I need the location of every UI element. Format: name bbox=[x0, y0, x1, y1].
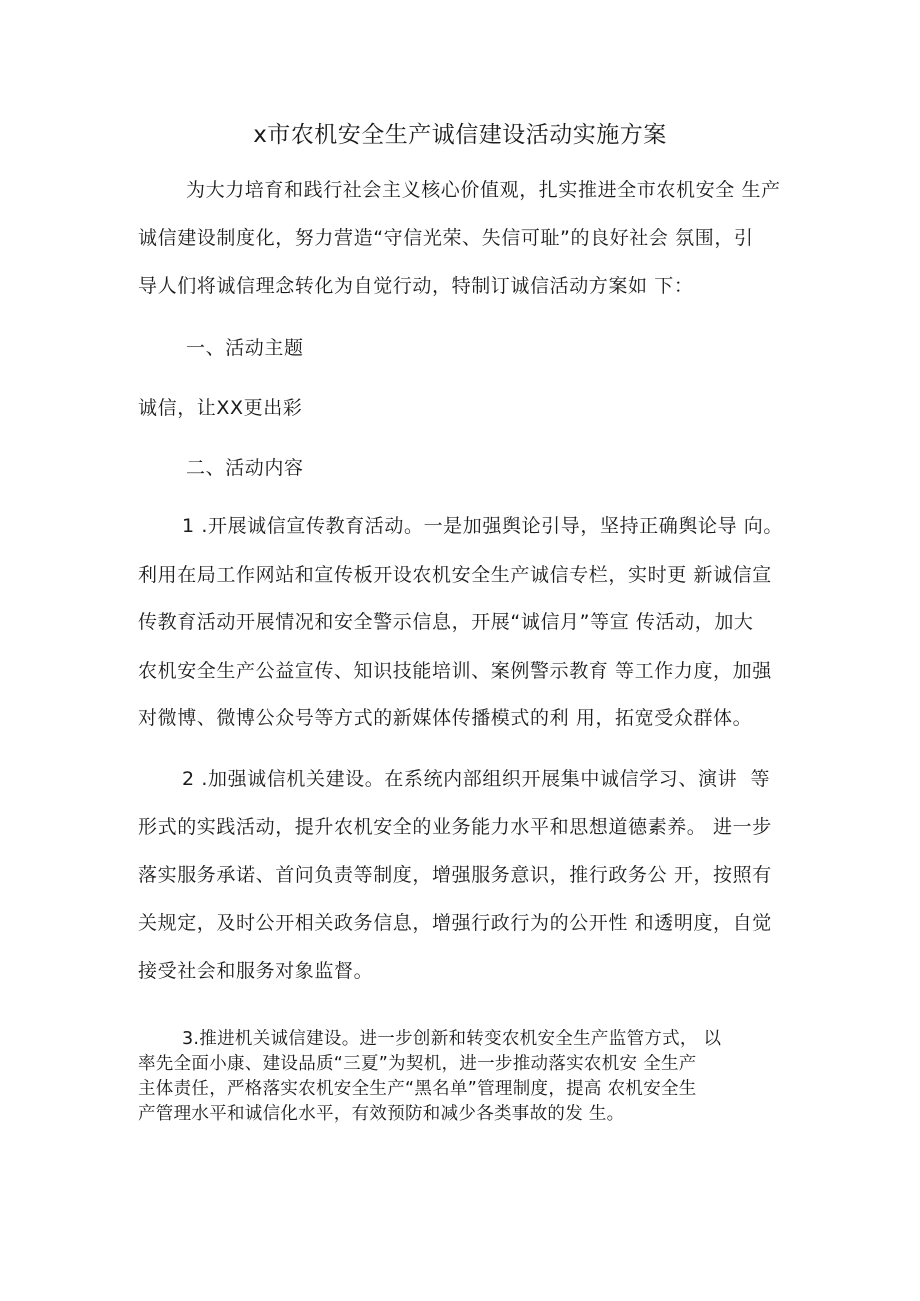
section-heading-theme: 一、活动主题 bbox=[186, 337, 304, 359]
item1-line: 农机安全生产公益宣传、知识技能培训、案例警示教育 等工作力度，加强 bbox=[138, 660, 772, 682]
item3-line: 产管理水平和诚信化水平，有效预防和减少各类事故的发 生。 bbox=[138, 1104, 625, 1124]
item2-line: 关规定，及时公开相关政务信息，增强行政行为的公开性 和透明度，自觉 bbox=[138, 912, 772, 934]
item2-line: 形式的实践活动，提升农机安全的业务能力水平和思想道德素养。 进一步 bbox=[138, 816, 772, 838]
item3-line: 率先全面小康、建设品质“三夏”为契机，进一步推动落实农机安 全生产 bbox=[138, 1054, 697, 1074]
intro-line: 诚信建设制度化，努力营造“守信光荣、失信可耻”的良好社会 氛围，引 bbox=[138, 227, 754, 249]
item3-line: 主体责任，严格落实农机安全生产“黑名单”管理制度，提高 农机安全生 bbox=[138, 1079, 697, 1099]
intro-line: 为大力培育和践行社会主义核心价值观，扎实推进全市农机安全 生产 bbox=[186, 179, 781, 201]
item1-line: 对微博、微博公众号等方式的新媒体传播模式的利 用，拓宽受众群体。 bbox=[138, 707, 753, 729]
intro-line: 导人们将诚信理念转化为自觉行动，特制订诚信活动方案如 下： bbox=[138, 275, 694, 297]
section-heading-content: 二、活动内容 bbox=[186, 457, 304, 479]
item2-line: 落实服务承诺、首问负责等制度，增强服务意识，推行政务公 开，按照有 bbox=[138, 864, 772, 886]
item3-line: 3.推进机关诚信建设。进一步创新和转变农机安全生产监管方式， 以 bbox=[182, 1029, 722, 1049]
item1-line: 利用在局工作网站和宣传板开设农机安全生产诚信专栏，实时更 新诚信宣 bbox=[138, 564, 772, 586]
theme-text: 诚信，让XX更出彩 bbox=[138, 397, 303, 419]
item2-line: 2 .加强诚信机关建设。在系统内部组织开展集中诚信学习、演讲 等 bbox=[182, 768, 771, 790]
document-title: x市农机安全生产诚信建设活动实施方案 bbox=[253, 122, 667, 148]
item1-line: 1 .开展诚信宣传教育活动。一是加强舆论引导，坚持正确舆论导 向。 bbox=[182, 515, 784, 537]
item2-line: 接受社会和服务对象监督。 bbox=[138, 960, 374, 982]
item1-line: 传教育活动开展情况和安全警示信息，开展“诚信月”等宣 传活动，加大 bbox=[138, 611, 754, 633]
